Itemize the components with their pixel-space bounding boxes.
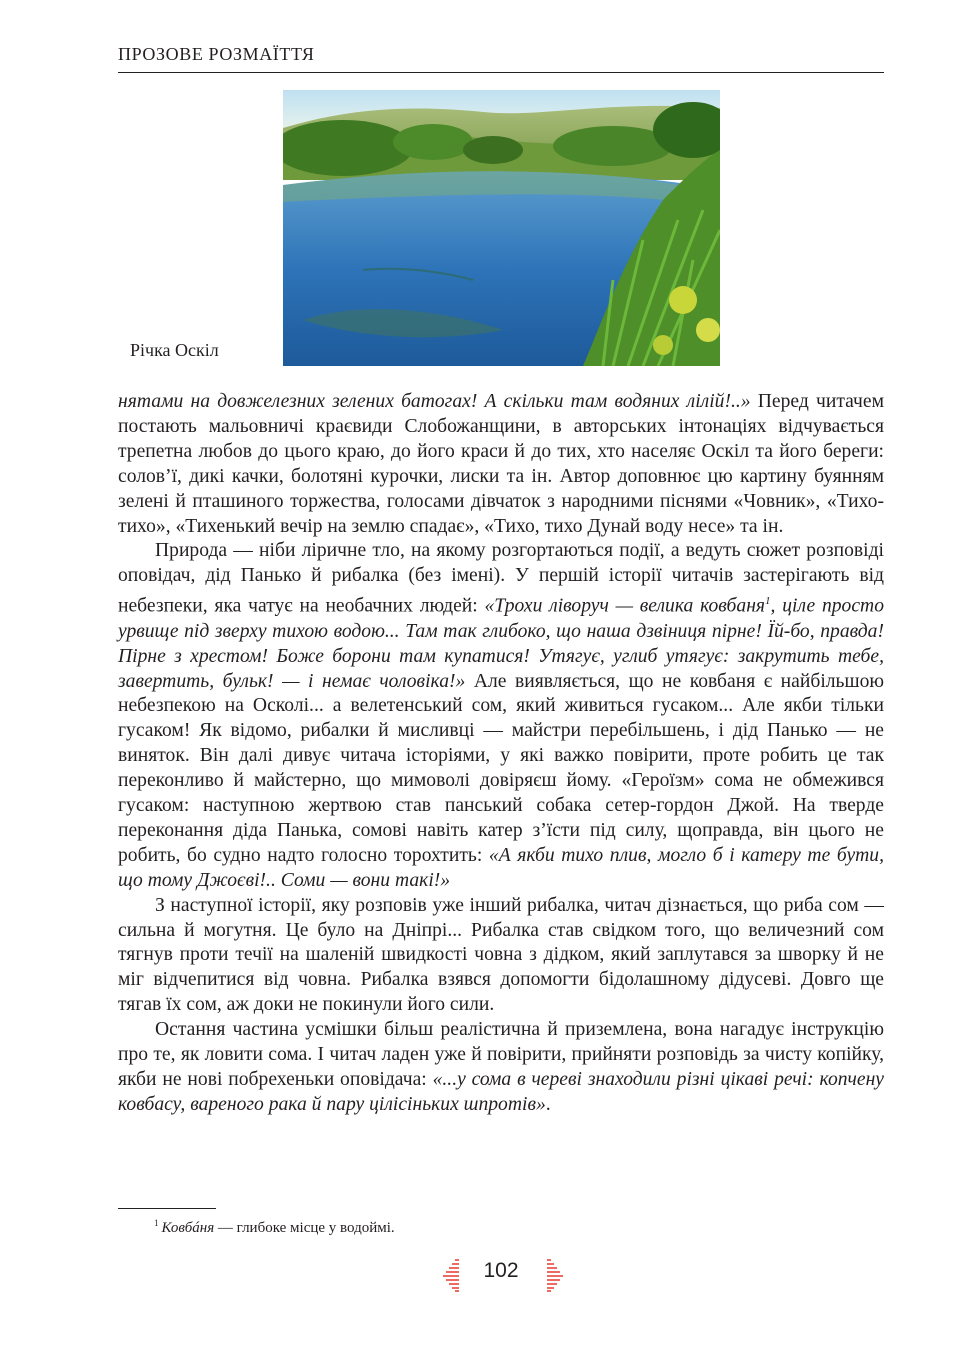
- river-photo: [283, 90, 720, 366]
- footnote: $^1$ Ковбáня — глибоке місце у водоймі.: [154, 1218, 395, 1236]
- article-body: [118, 390, 884, 1118]
- header-rule: [118, 72, 884, 73]
- paragraph-1: нятами на довжелезних зелених батогах! А скільки там водяних лілій!..» Перед читачем постають мальовничі краєвиди Слобожанщини, в авторських інтонаціях відчувається трепетна любов до цього краю, до його краси й до тих, хто населяє Оскіл та його береги: солов’ї, дикі качки, болотяні курочки, лиски та ін. Автор доповнює цю картину буянням зелені й пташиного торжества, голосами дівчаток з народними піснями «Човник», «Тихо-тихо», «Тихенький вечір на землю спадає», «Тихо, тихо Дунай воду несе» та ін.: [118, 391, 884, 537]
- quote-kovbania: «Трохи ліворуч — велика ковбаня: [484, 595, 766, 617]
- quote-shprots: «...у сома в череві знаходили різні цікаві речі: копчену ковбасу, вареного рака й пару цілісіньких шпротів»: [118, 1069, 884, 1115]
- photo-caption: Річка Оскіл: [130, 340, 219, 360]
- page-ornament-right-icon: [545, 1258, 565, 1292]
- footnote-rule: [118, 1208, 216, 1209]
- footnote-ref: 1: [765, 595, 771, 608]
- page-number: 102: [483, 1259, 519, 1282]
- paragraph-3: З наступної історії, яку розповів уже інший рибалка, читач дізнається, що риба сом — сильна й могутня. Це було на Дніпрі... Рибалка став свідком того, що величезний сом тягнув проти течії на шаленій швидкості човна з дідком, який заплутався за шворку й не міг відчепитися від човна. Рибалка взявся допомогти бідолашному дідусеві. Довго ще тягав їх сом, аж доки не покинули його сили.: [118, 894, 884, 1016]
- footnote-term: Ковбáня: [161, 1220, 215, 1236]
- paragraph-4: Остання частина усмішки більш реалістична й приземлена, вона нагадує інструкцію про те, як ловити сома. І читач ладен уже й повірити, прийняти розповідь за чисту копійку, якби не нові побрехеньки оповідача: «...у сома в череві знаходили різні цікаві речі: копчену ковбасу, вареного рака й пару цілісіньких шпротів».: [118, 1019, 884, 1115]
- paragraph-2: Природа — ніби ліричне тло, на якому розгортаються події, а ведуть сюжет розповіді оповідач, дід Панько й рибалка (без імені). У першій історії читачів застерігають від небезпеки, яка чатує на необачних людей: «Трохи ліворуч — велика ковбаня$^1$, ціле просто урвище під зверху тихою водою... Там так глибоко, що наша дзвіниця пірне! Їй-бо, правда! Пірне з хрестом! Боже борони там купатися! Утягує, углиб утягує: закрутить тебе, завертить, бульк! — і немає чоловіка!» Але виявляється, що не ковбаня є найбільшою небезпекою на Осколі... а велетенський сом, який живиться гусаком... Але якби тільки гусаком! Як відомо, рибалки й мисливці — майстри перебільшень, і дід Панько — не виняток. Він далі дивує читача історіями, у які важко повірити, проте робить це так переконливо й майстерно, що мимоволі довіряєш йому. «Героїзм» сома не обмежився гусаком: наступною жертвою став панський собака сетер-гордон Джой. На тверде переконання діда Панька, сомові навіть катер з’їсти під силу, щоправда, він цього не робить, бо судно надто голосно торохтить: «А якби тихо плив, могло б і катеру те бути, що тому Джоєві!.. Соми — вони такі!»: [118, 540, 885, 891]
- quote-fragment: нятами на довжелезних зелених батогах! А скільки там водяних лілій!..»: [118, 391, 751, 412]
- running-header: ПРОЗОВЕ РОЗМАЇТТЯ: [118, 44, 315, 64]
- quote-soms: «А якби тихо плив, могло б і катеру те бути, що тому Джоєві!.. Соми — вони такі!»: [118, 844, 884, 891]
- page-ornament-left-icon: [441, 1258, 461, 1292]
